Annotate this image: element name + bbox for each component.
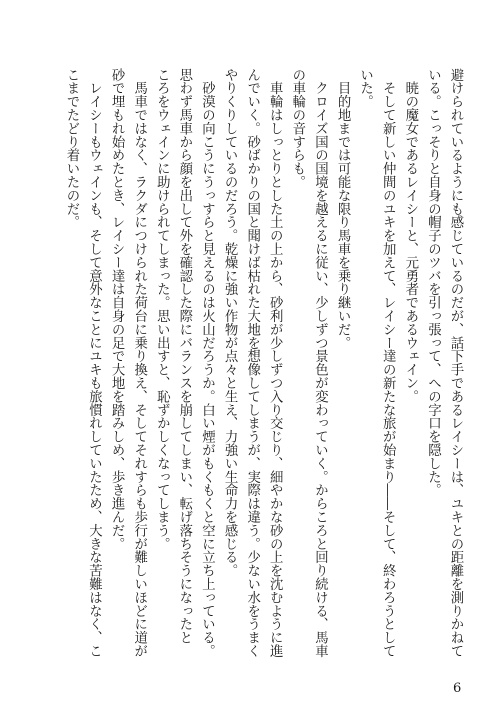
- text-line: 砂漠の向こうにうっすらと見えるのは火山だろうか。白い煙がもくもくと空に立ち上っている。: [199, 68, 215, 658]
- text-line: クロイズ国の国境を越えるに従い、少しずつ景色が変わっていく。からころと回り続ける、馬車: [312, 68, 328, 658]
- text-line: レイシーもウェインも、そして意外なことにユキも旅慣れしていたため、大きな苦難はなく、こ: [86, 68, 102, 658]
- text-line: んでいく。砂ばかりの国と聞けば枯れた大地を想像してしまうが、実際は違う。少ない水をうまく: [244, 68, 260, 658]
- text-line: いた。: [357, 68, 373, 109]
- text-line: こまでたどり着いたのだ。: [63, 68, 79, 229]
- text-line: 思わず馬車から顔を出して外を確認した際にバランスを崩してしまい、転げ落ちそうになったと: [176, 68, 192, 645]
- text-line: の車輪の音すらも。: [289, 68, 305, 189]
- text-line: 馬車ではなく、ラクダにつけられた荷台に乗り換え、そしてそれすらも歩行が難しいほどに道が: [131, 68, 147, 658]
- body-text: [59, 68, 466, 668]
- text-line: 暁の魔女であるレイシーと、元勇者であるウェイン。: [402, 68, 418, 403]
- text-line: いる。こっそりと自身の帽子のツバを引っ張って、への字口を隠した。: [425, 68, 441, 497]
- text-line: 避けられているようにも感じているのだが、話下手であるレイシーは、ユキとの距離を測りかねて: [448, 68, 463, 658]
- page-number: 6: [453, 681, 462, 696]
- text-line: ころをウェインに助けられてしまった。思い出すと、恥ずかしくなってしまう。: [154, 68, 170, 551]
- text-line: そして新しい仲間のユキを加えて、レイシー達の新たな旅が始まり――そして、終わろうとして: [380, 68, 396, 658]
- text-line: やりくりしているのだろう。乾燥に強い作物が点々と生え、力強い生命力を感じる。: [222, 68, 238, 578]
- text-line: 車輪はしっとりとした土の上から、砂利が少しずつ入り交じり、細やかな砂の上を沈むように進: [267, 68, 283, 658]
- text-line: 砂で埋もれ始めたとき、レイシー達は自身の足で大地を踏みしめ、歩き進んだ。: [109, 68, 125, 551]
- text-line: 目的地までは可能な限り馬車を乗り継いだ。: [335, 68, 351, 350]
